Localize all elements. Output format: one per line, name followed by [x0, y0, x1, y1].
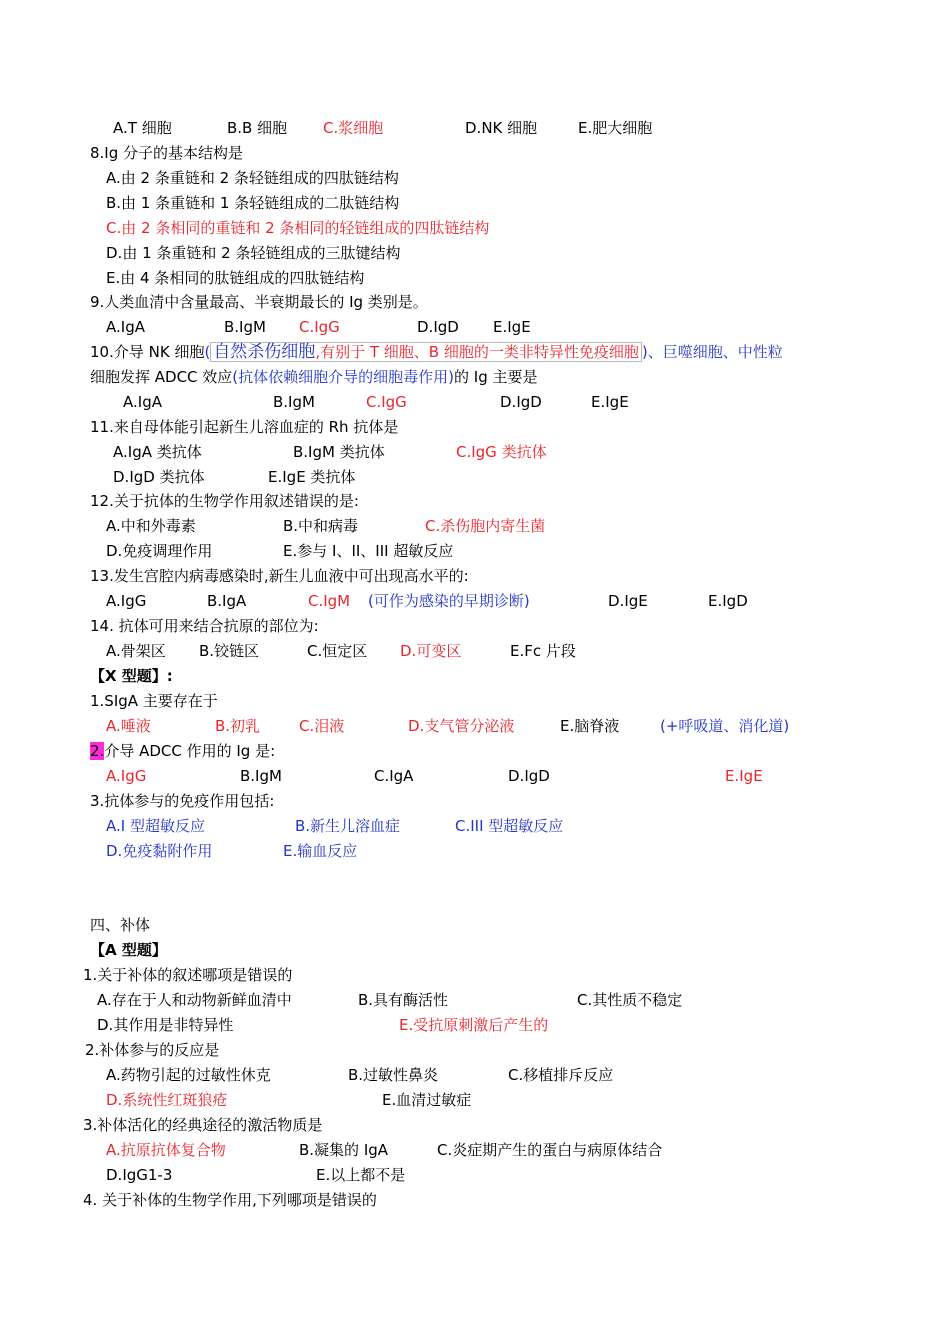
- q9-option-b: B.IgM: [224, 318, 266, 336]
- c1-option-b: B.具有酶活性: [358, 991, 449, 1009]
- q10-option-a: A.IgA: [123, 393, 162, 411]
- q8-stem: 8.Ig 分子的基本结构是: [90, 144, 244, 162]
- q11-option-b: B.IgM 类抗体: [293, 443, 385, 461]
- x1-option-b: B.初乳: [215, 717, 261, 735]
- q14-stem: 14. 抗体可用来结合抗原的部位为:: [90, 617, 319, 635]
- x3-stem: 3.抗体参与的免疫作用包括:: [90, 792, 275, 810]
- q14-option-d: D.可变区: [400, 642, 462, 660]
- q14-option-a: A.骨架区: [106, 642, 166, 660]
- c1-option-e: E.受抗原刺激后产生的: [399, 1016, 549, 1034]
- c3-option-b: B.凝集的 IgA: [299, 1141, 389, 1159]
- q10-stem-part1: 10.介导 NK 细胞: [90, 343, 205, 361]
- q13-option-a: A.IgG: [106, 592, 147, 610]
- x1-option-e: E.脑脊液: [560, 717, 620, 735]
- q9-option-d: D.IgD: [417, 318, 459, 336]
- c2-stem: 2.补体参与的反应是: [85, 1041, 220, 1059]
- q12-option-c: C.杀伤胞内寄生菌: [425, 517, 546, 535]
- x3-option-e: E.输血反应: [283, 842, 358, 860]
- q10-stem-part2: )、巨噬细胞、中性粒: [641, 343, 783, 361]
- c3-option-d: D.IgG1-3: [106, 1166, 173, 1184]
- x2-option-c: C.IgA: [374, 767, 414, 785]
- x1-stem: 1.SIgA 主要存在于: [90, 692, 218, 710]
- q13-note: (可作为感染的早期诊断): [368, 592, 530, 610]
- q10-adcc-note: (抗体依赖细胞介导的细胞毒作用): [232, 368, 455, 386]
- q14-option-c: C.恒定区: [307, 642, 368, 660]
- x-type-header: 【X 型题】:: [90, 667, 173, 685]
- c1-option-a: A.存在于人和动物新鲜血清中: [97, 991, 292, 1009]
- q10-line2: [90, 367, 538, 387]
- q9-option-e: E.IgE: [493, 318, 531, 336]
- q13-option-c: C.IgM: [308, 592, 351, 610]
- q14-option-b: B.铰链区: [199, 642, 260, 660]
- q9-option-c: C.IgG: [299, 318, 340, 336]
- c2-option-c: C.移植排斥反应: [508, 1066, 614, 1084]
- q8-option-a: A.由 2 条重链和 2 条轻链组成的四肽链结构: [106, 169, 399, 187]
- q7-option-b: B.B 细胞: [227, 119, 288, 137]
- c2-option-e: E.血清过敏症: [382, 1091, 472, 1109]
- x3-option-a: A.I 型超敏反应: [106, 817, 205, 835]
- q10-option-e: E.IgE: [591, 393, 629, 411]
- q8-option-c: C.由 2 条相同的重链和 2 条相同的轻链组成的四肽链结构: [106, 219, 490, 237]
- q13-option-b: B.IgA: [207, 592, 247, 610]
- x2-stem-line: [90, 741, 275, 761]
- q10-option-d: D.IgD: [500, 393, 542, 411]
- q10-paren-open: (: [204, 343, 211, 361]
- c1-option-c: C.其性质不稳定: [577, 991, 683, 1009]
- x3-option-d: D.免疫黏附作用: [106, 842, 213, 860]
- x2-option-e: E.IgE: [725, 767, 763, 785]
- q12-option-e: E.参与 I、II、III 超敏反应: [283, 542, 454, 560]
- x1-option-c: C.泪液: [299, 717, 345, 735]
- x1-option-d: D.支气管分泌液: [408, 717, 515, 735]
- q8-option-d: D.由 1 条重链和 2 条轻链组成的三肽键结构: [106, 244, 401, 262]
- q10-nk-desc: ,有别于 T 细胞、B 细胞的一类非特异性免疫细胞: [315, 343, 639, 361]
- q10-line1: [90, 342, 783, 362]
- x1-note: (+呼吸道、消化道): [660, 717, 790, 735]
- q11-option-c: C.IgG 类抗体: [456, 443, 547, 461]
- q10-nk-term: 自然杀伤细胞: [213, 342, 316, 362]
- q10-nk-note: [210, 342, 642, 362]
- c3-stem: 3.补体活化的经典途径的激活物质是: [83, 1116, 323, 1134]
- q14-option-e: E.Fc 片段: [510, 642, 576, 660]
- c2-option-a: A.药物引起的过敏性休克: [106, 1066, 271, 1084]
- x2-option-d: D.IgD: [508, 767, 550, 785]
- q8-option-e: E.由 4 条相同的肽链组成的四肽链结构: [106, 269, 365, 287]
- c3-option-c: C.炎症期产生的蛋白与病原体结合: [437, 1141, 663, 1159]
- q13-option-d: D.IgE: [608, 592, 648, 610]
- q12-option-a: A.中和外毒素: [106, 517, 196, 535]
- q11-option-d: D.IgD 类抗体: [113, 468, 205, 486]
- q10-option-c: C.IgG: [366, 393, 407, 411]
- q13-stem: 13.发生宫腔内病毒感染时,新生儿血液中可出现高水平的:: [90, 567, 469, 585]
- x2-option-b: B.IgM: [240, 767, 282, 785]
- q13-option-e: E.IgD: [708, 592, 748, 610]
- q10-stem-part4: 的 Ig 主要是: [454, 368, 538, 386]
- q11-option-a: A.IgA 类抗体: [113, 443, 202, 461]
- q9-stem: 9.人类血清中含量最高、半衰期最长的 Ig 类别是。: [90, 293, 428, 311]
- c4-stem: 4. 关于补体的生物学作用,下列哪项是错误的: [83, 1191, 377, 1209]
- q9-option-a: A.IgA: [106, 318, 145, 336]
- q12-option-d: D.免疫调理作用: [106, 542, 213, 560]
- x3-option-c: C.III 型超敏反应: [455, 817, 564, 835]
- q7-option-a: A.T 细胞: [113, 119, 172, 137]
- q11-option-e: E.IgE 类抗体: [268, 468, 356, 486]
- c2-option-b: B.过敏性鼻炎: [348, 1066, 439, 1084]
- q7-option-c: C.浆细胞: [323, 119, 384, 137]
- c3-option-e: E.以上都不是: [316, 1166, 406, 1184]
- q11-stem: 11.来自母体能引起新生儿溶血症的 Rh 抗体是: [90, 418, 399, 436]
- q8-option-b: B.由 1 条重链和 1 条轻链组成的二肽链结构: [106, 194, 400, 212]
- q12-stem: 12.关于抗体的生物学作用叙述错误的是:: [90, 492, 359, 510]
- c3-option-a: A.抗原抗体复合物: [106, 1141, 226, 1159]
- c2-option-d: D.系统性红斑狼疮: [106, 1091, 228, 1109]
- c1-stem: 1.关于补体的叙述哪项是错误的: [83, 966, 293, 984]
- x2-option-a: A.IgG: [106, 767, 147, 785]
- x3-option-b: B.新生儿溶血症: [295, 817, 401, 835]
- x2-stem: 介导 ADCC 作用的 Ig 是:: [104, 742, 276, 760]
- q10-option-b: B.IgM: [273, 393, 315, 411]
- q7-option-e: E.肥大细胞: [578, 119, 653, 137]
- q12-option-b: B.中和病毒: [283, 517, 359, 535]
- x1-option-a: A.唾液: [106, 717, 151, 735]
- x2-number: 2.: [90, 742, 105, 760]
- section-title: 四、补体: [90, 916, 151, 934]
- q10-stem-part3: 细胞发挥 ADCC 效应: [90, 368, 233, 386]
- q7-option-d: D.NK 细胞: [465, 119, 538, 137]
- c1-option-d: D.其作用是非特异性: [97, 1016, 234, 1034]
- a-type-header: 【A 型题】: [90, 941, 167, 959]
